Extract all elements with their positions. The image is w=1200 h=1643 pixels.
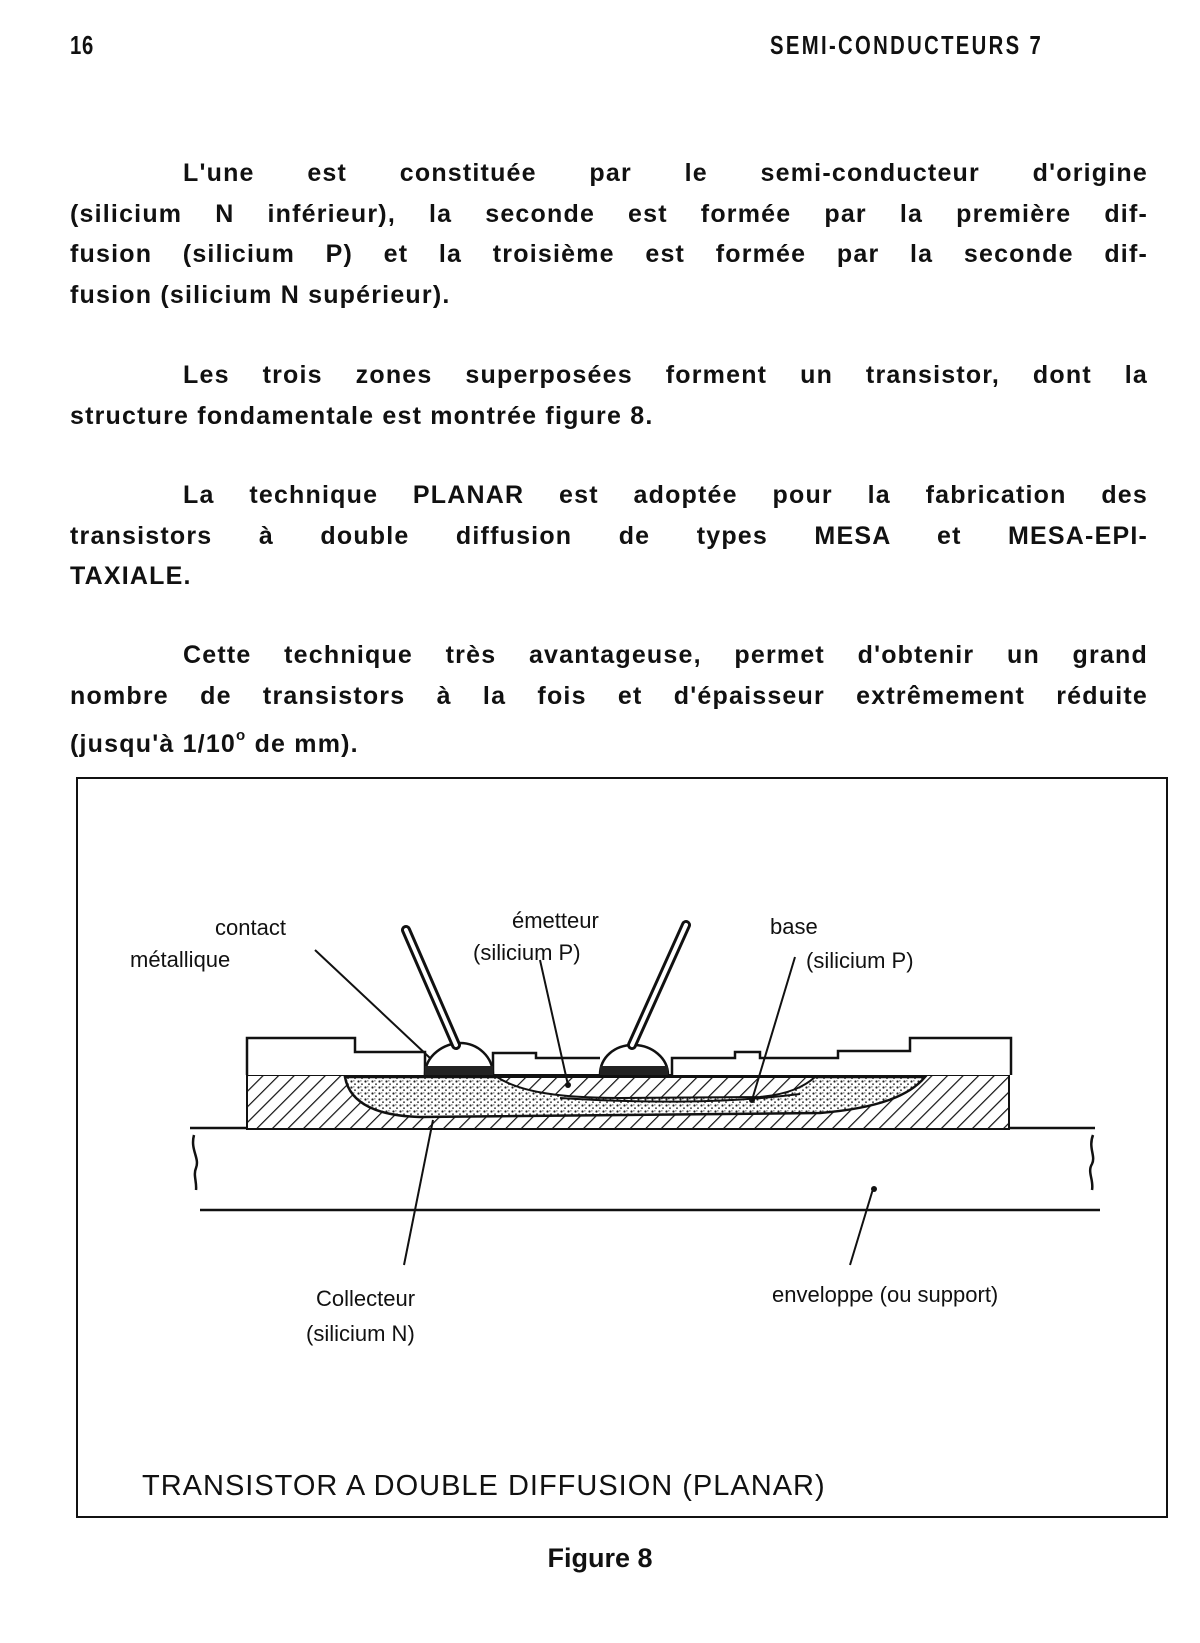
text-line: L'une est constituée par le semi-conducteur d'origine (183, 159, 1148, 187)
lead-wire-left (406, 930, 456, 1045)
label-emitter: émetteur (512, 908, 599, 933)
text-line: Les trois zones superposées forment un transistor, dont la (183, 361, 1148, 389)
text-line: TAXIALE. (70, 562, 192, 590)
label-emitter-material: (silicium P) (473, 940, 581, 965)
label-support: enveloppe (ou support) (772, 1282, 999, 1307)
running-title: SEMI-CONDUCTEURS 7 (770, 30, 1044, 60)
label-base: base (770, 914, 818, 939)
label-collector: Collecteur (316, 1286, 416, 1311)
oxide-layer-middle (493, 1053, 600, 1075)
oxide-layer-left (247, 1038, 425, 1075)
text-line: La technique PLANAR est adoptée pour la fabrication des (183, 481, 1148, 509)
text-line: fusion (silicium P) et la troisième est formée par la seconde dif- (70, 240, 1148, 268)
text-fragment: (jusqu'à 1/10 (70, 730, 237, 758)
text-line: fusion (silicium N supérieur). (70, 280, 451, 309)
oxide-layer-right (672, 1038, 1011, 1075)
text-line: Cette technique très avantageuse, permet d'obtenir un grand (183, 641, 1148, 669)
page-number: 16 (70, 30, 95, 60)
figure-title: TRANSISTOR A DOUBLE DIFFUSION (PLANAR) (142, 1470, 826, 1502)
text-line: (silicium N inférieur), la seconde est formée par la première dif- (70, 199, 1148, 228)
text-line: nombre de transistors à la fois et d'épaisseur extrêmement réduite (70, 681, 1148, 710)
figure-caption: Figure 8 (547, 1543, 653, 1573)
superscript: o (236, 727, 247, 744)
break-mark-right (1090, 1135, 1093, 1190)
text-fragment: de mm). (246, 730, 359, 758)
break-mark-left (193, 1135, 197, 1190)
label-metallique: métallique (130, 947, 231, 972)
support-substrate (190, 1128, 1100, 1210)
lead-wire-right (632, 925, 686, 1045)
leader-support (850, 1189, 873, 1265)
text-line: structure fondamentale est montrée figure 8. (70, 401, 654, 430)
label-base-material: (silicium P) (806, 948, 914, 973)
leader-collector (404, 1120, 433, 1265)
leader-emitter (540, 960, 568, 1085)
label-collector-material: (silicium N) (306, 1321, 415, 1346)
label-contact: contact (215, 915, 286, 940)
text-line: transistors à double diffusion de types MESA et MESA-EPI- (70, 521, 1148, 550)
